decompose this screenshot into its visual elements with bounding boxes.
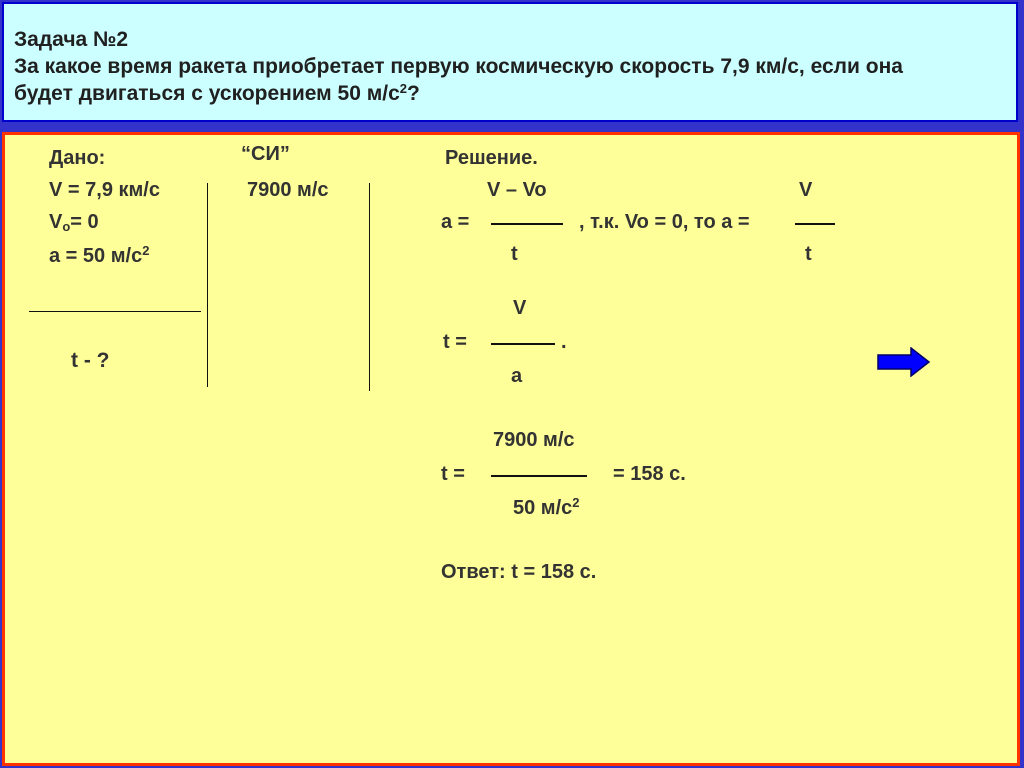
solution-heading: Решение.	[445, 147, 538, 169]
formula-3-lhs: t =	[443, 331, 467, 353]
formula-4-numerator: 7900 м/с	[493, 429, 575, 451]
formula-4-result: = 158 с.	[613, 463, 686, 485]
problem-title: Задача №2	[14, 28, 129, 51]
right-arrow-icon	[877, 347, 931, 377]
formula-3-dot: .	[561, 331, 567, 353]
column-divider-2	[369, 183, 370, 391]
find-quantity: t - ?	[71, 349, 110, 372]
given-initial-velocity: $V_o= 0$	[49, 211, 99, 234]
formula-2-fraction-bar	[795, 223, 835, 225]
formula-4-fraction-bar	[491, 475, 587, 477]
answer: Ответ: t = 158 с.	[441, 561, 597, 583]
problem-header	[2, 2, 1018, 122]
formula-1-condition: , т.к. Vo = 0, то a =	[579, 211, 750, 233]
given-divider	[29, 311, 201, 312]
formula-1-lhs: a =	[441, 211, 470, 233]
formula-2-denominator: t	[805, 243, 812, 265]
formula-2-numerator: V	[799, 179, 813, 201]
formula-1-fraction-bar	[491, 223, 563, 225]
formula-3-denominator: a	[511, 365, 523, 387]
problem-line-1: За какое время ракета приобретает первую космическую скорость 7,9 км/с, если она	[14, 55, 903, 78]
si-heading: “СИ”	[241, 143, 290, 165]
given-velocity: V = 7,9 км/с	[49, 179, 160, 201]
formula-1-numerator: V – Vo	[487, 179, 547, 201]
solution-panel	[2, 132, 1020, 766]
given-heading: Дано:	[49, 147, 106, 169]
formula-3-numerator: V	[513, 297, 527, 319]
column-divider-1	[207, 183, 208, 387]
formula-4-denominator: 50 $м/с^2$	[513, 495, 580, 519]
problem-line-2: будет двигаться с ускорением 50 $м/с^2$?	[14, 81, 420, 105]
formula-4-lhs: t =	[441, 463, 465, 485]
si-velocity: 7900 м/с	[247, 179, 329, 201]
given-acceleration: a = 50 $м/с^2$	[49, 243, 150, 267]
formula-3-fraction-bar	[491, 343, 555, 345]
formula-1-denominator: t	[511, 243, 518, 265]
